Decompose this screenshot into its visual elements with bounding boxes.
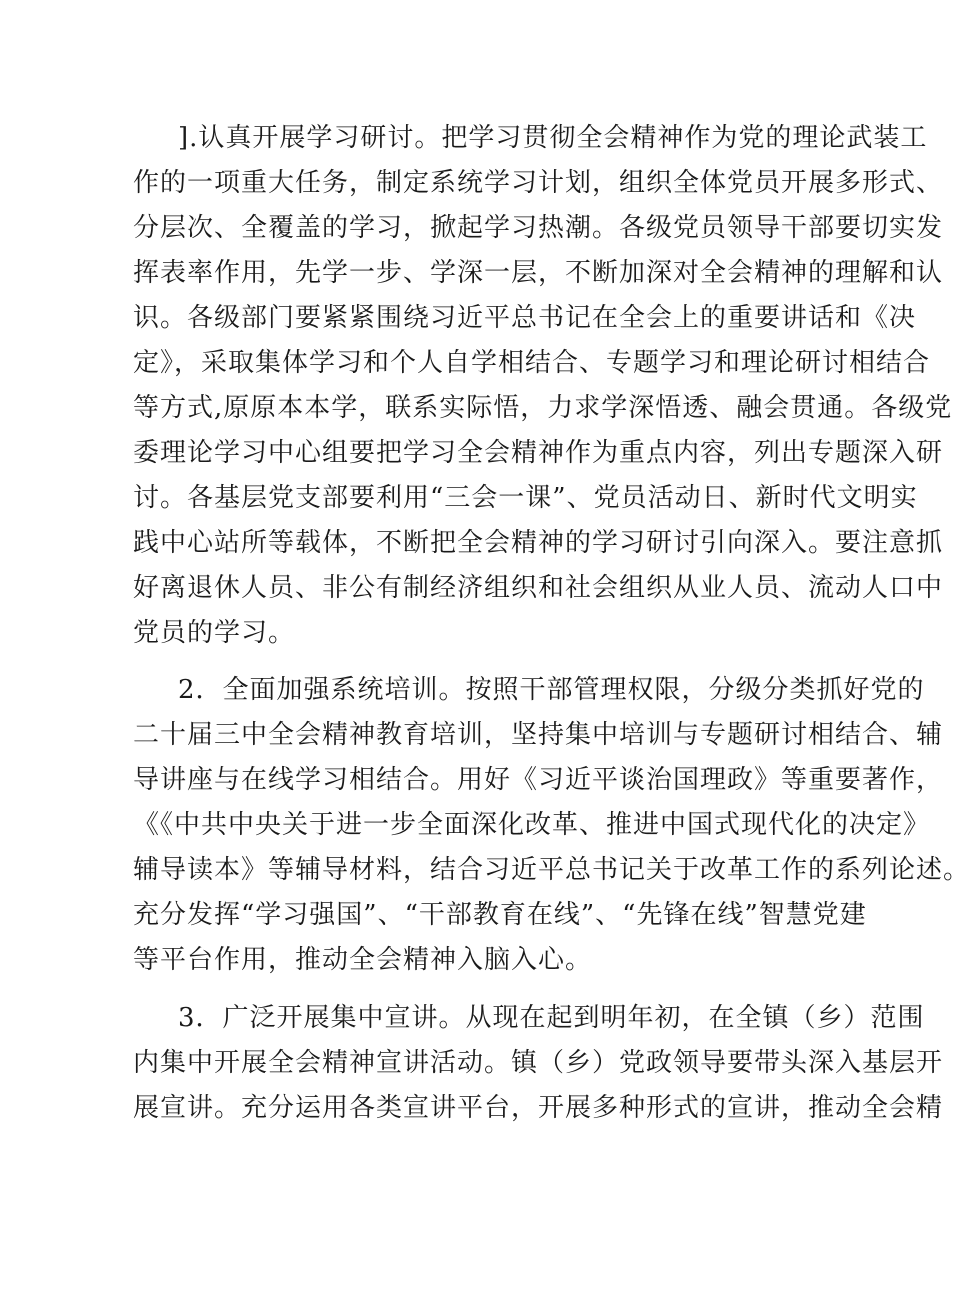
- section-1-line-8: 委理论学习中心组要把学习全会精神作为重点内容，列出专题深入研: [133, 438, 944, 468]
- section-2-line-6: 充分发挥“学习强国”、“干部教育在线”、“先锋在线”智慧党建: [133, 900, 867, 930]
- section-1-line-6: 定》，采取集体学习和个人自学相结合、专题学习和理论研讨相结合: [133, 348, 931, 378]
- section-3-line-1: 3．广泛开展集中宣讲。从现在起到明年初，在全镇（乡）范围: [178, 1003, 925, 1033]
- section-1-line-12: 党员的学习。: [133, 618, 296, 648]
- section-1-line-1: ].认真开展学习研讨。把学习贯彻全会精神作为党的理论武装工: [178, 123, 928, 153]
- section-1-line-11: 好离退休人员、非公有制经济组织和社会组织从业人员、流动人口中: [133, 573, 944, 603]
- section-1-line-3: 分层次、全覆盖的学习，掀起学习热潮。各级党员领导干部要切实发: [133, 213, 944, 243]
- section-3-line-2: 内集中开展全会精神宣讲活动。镇（乡）党政领导要带头深入基层开: [133, 1048, 944, 1078]
- section-2-line-3: 导讲座与在线学习相结合。用好《习近平谈治国理政》等重要著作，: [133, 765, 944, 795]
- section-1-line-2: 作的一项重大任务，制定系统学习计划，组织全体党员开展多形式、: [133, 168, 944, 198]
- section-1-line-7: 等方式,原原本本学，联系实际悟，力求学深悟透、融会贯通。各级党: [133, 393, 953, 423]
- section-2-line-4: 《《中共中央关于进一步全面深化改革、推进中国式现代化的决定》: [133, 810, 931, 840]
- section-3-line-3: 展宣讲。充分运用各类宣讲平台，开展多种形式的宣讲，推动全会精: [133, 1093, 944, 1123]
- section-1-line-10: 践中心站所等载体，不断把全会精神的学习研讨引向深入。要注意抓: [133, 528, 944, 558]
- section-1-line-5: 识。各级部门要紧紧围绕习近平总书记在全会上的重要讲话和《决: [133, 303, 917, 333]
- section-2-line-1: 2．全面加强系统培训。按照干部管理权限，分级分类抓好党的: [178, 675, 925, 705]
- section-2-line-2: 二十届三中全会精神教育培训，坚持集中培训与专题研讨相结合、辅: [133, 720, 944, 750]
- section-2-line-5: 辅导读本》等辅导材料，结合习近平总书记关于改革工作的系列论述。: [133, 855, 970, 885]
- section-2-line-7: 等平台作用，推动全会精神入脑入心。: [133, 945, 593, 975]
- section-1-line-9: 讨。各基层党支部要利用“三会一课”、党员活动日、新时代文明实: [133, 483, 918, 513]
- section-1-line-4: 挥表率作用，先学一步、学深一层，不断加深对全会精神的理解和认: [133, 258, 944, 288]
